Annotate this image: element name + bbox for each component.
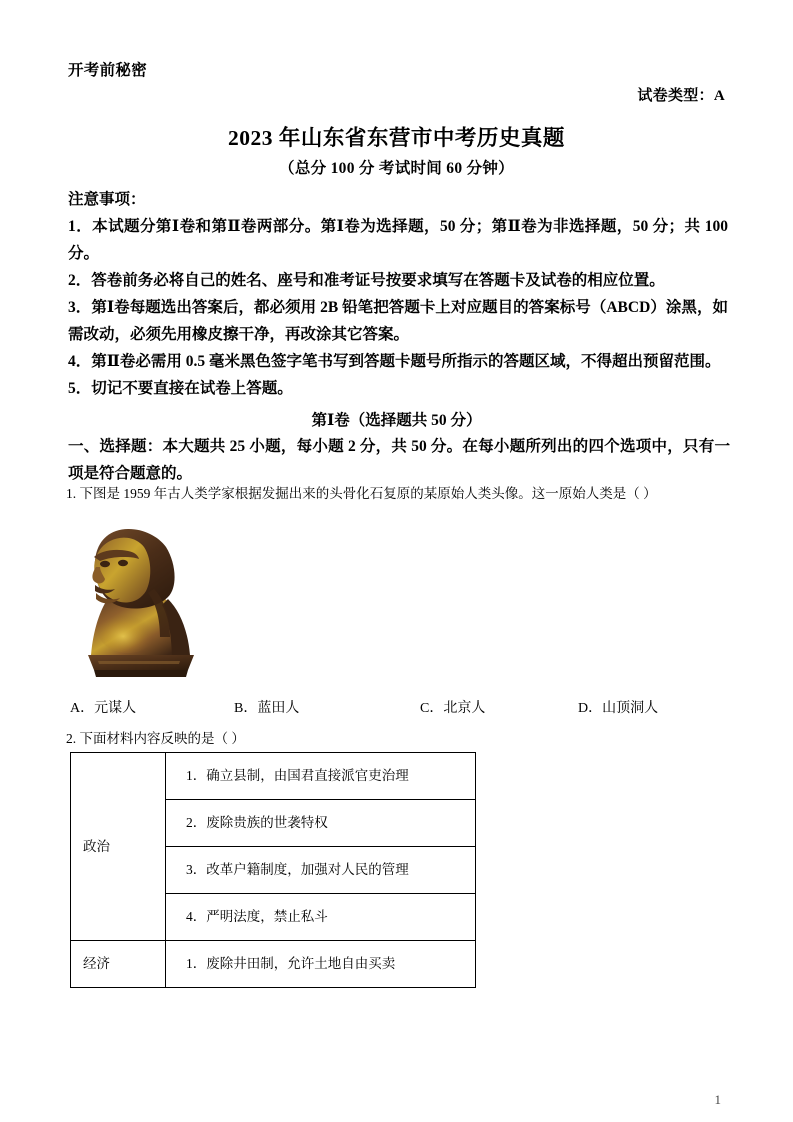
table-cell-item-politics-3: 3．改革户籍制度，加强对人民的管理 (166, 847, 476, 894)
notice-block (68, 186, 728, 402)
page-number: 1 (714, 1092, 721, 1107)
juan-one-heading: 第Ⅰ卷（选择题共 50 分） (311, 412, 482, 429)
bronze-bust-image (76, 515, 204, 685)
multiple-choice-section-intro: 一、选择题：本大题共 25 小题，每小题 2 分，共 50 分。在每小题所列出的四个选项中，只有一项是符合题意的。 (68, 438, 730, 482)
page-subtitle: （总分 100 分 考试时间 60 分钟） (279, 160, 514, 177)
question-1-option-c[interactable]: C．北京人 (420, 701, 486, 716)
bust-left-eye (100, 561, 110, 567)
bust-chest-highlight (98, 609, 158, 653)
notice-item-4: 4．第Ⅱ卷必需用 0.5 毫米黑色签字笔书写到答题卡题号所指示的答题区域，不得超出预留范围。 (68, 353, 721, 370)
table-row (71, 941, 476, 988)
question-1-option-a[interactable]: A．元谋人 (70, 701, 137, 716)
question-1-stem: 1. 下图是 1959 年古人类学家根据发掘出来的头骨化石复原的某原始人类头像。这一原始人类是（ ） (66, 486, 657, 501)
notice-item-1: 1．本试题分第Ⅰ卷和第Ⅱ卷两部分。第Ⅰ卷为选择题，50 分；第Ⅱ卷为非选择题，50 分；共 100 分。 (68, 218, 728, 262)
table-cell-category-economy: 经济 (71, 941, 166, 988)
notice-heading: 注意事项： (68, 191, 146, 208)
question-1-option-d[interactable]: D．山顶洞人 (578, 701, 659, 716)
bust-pedestal-base (94, 670, 188, 677)
bronze-bust-illustration (76, 515, 204, 685)
notice-item-3: 3．第Ⅰ卷每题选出答案后，都必须用 2B 铅笔把答题卡上对应题目的答案标号（ABCD）涂黑，如需改动，必须先用橡皮擦干净，再改涂其它答案。 (68, 299, 728, 343)
paper-type-label: 试卷类型：A (637, 88, 725, 104)
question-1-figure (76, 515, 204, 685)
table-cell-category-politics: 政治 (71, 753, 166, 941)
question-1-option-b[interactable]: B．蓝田人 (234, 701, 300, 716)
secret-notice-label: 开考前秘密 (68, 62, 148, 79)
question-2-material-table (70, 752, 476, 988)
notice-item-5: 5．切记不要直接在试卷上答题。 (68, 380, 293, 397)
table-cell-item-politics-1: 1．确立县制，由国君直接派官吏治理 (166, 753, 476, 800)
bust-right-eye (118, 560, 128, 566)
table-cell-item-economy-1: 1．废除井田制，允许土地自由买卖 (166, 941, 476, 988)
page-title: 2023 年山东省东营市中考历史真题 (228, 126, 565, 150)
table-cell-item-politics-4: 4．严明法度，禁止私斗 (166, 894, 476, 941)
notice-item-2: 2．答卷前务必将自己的姓名、座号和准考证号按要求填写在答题卡及试卷的相应位置。 (68, 272, 665, 289)
question-1-options (66, 697, 738, 719)
bust-pedestal-highlight (98, 661, 180, 664)
table-row (71, 753, 476, 800)
question-2-stem: 2. 下面材料内容反映的是（ ） (66, 731, 245, 746)
table-cell-item-politics-2: 2．废除贵族的世袭特权 (166, 800, 476, 847)
